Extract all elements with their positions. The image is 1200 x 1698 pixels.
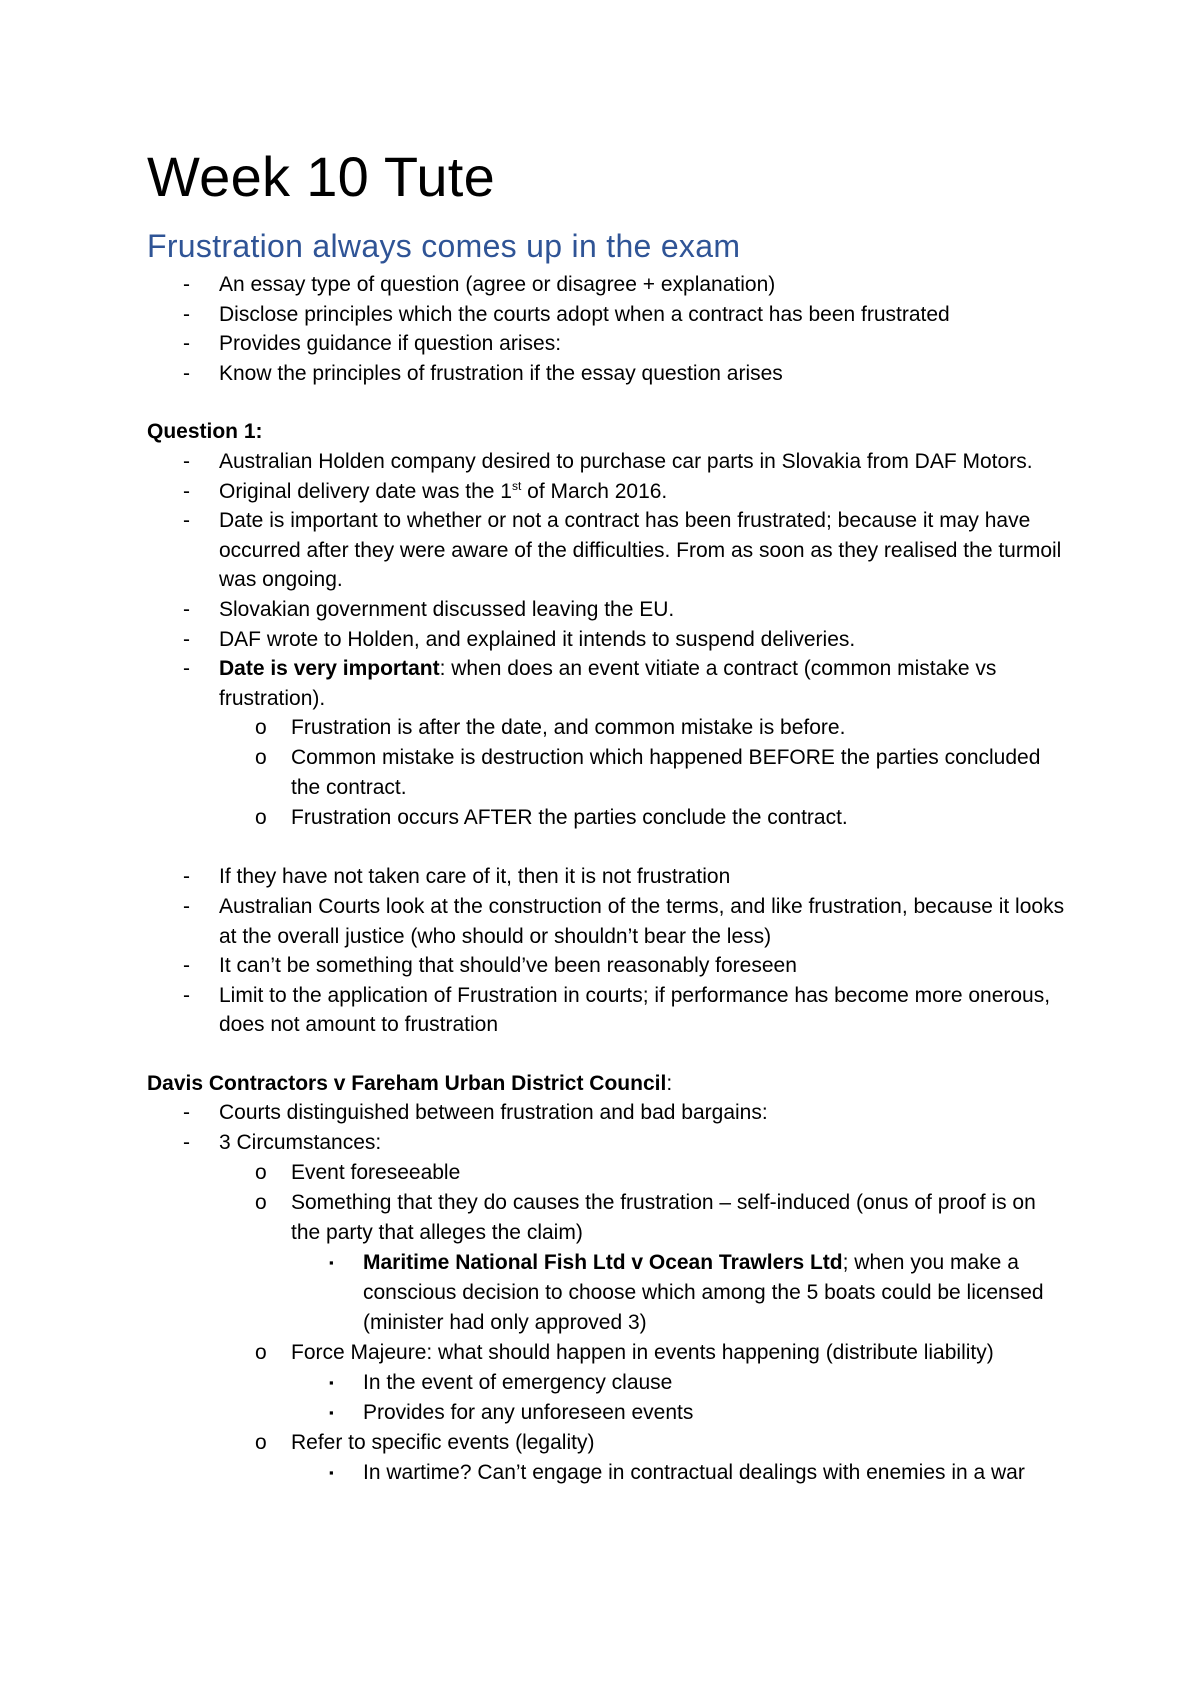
square-marker: ▪ (329, 1404, 334, 1420)
question-1-heading: Question 1: (147, 420, 263, 444)
dash-marker: - (183, 273, 190, 296)
list-item: o Refer to specific events (legality) ▪ In wartime? Can’t engage in contractual dealings with enemies in a war (219, 1428, 1067, 1488)
dash-marker: - (183, 983, 190, 1007)
circle-marker: o (255, 1430, 267, 1454)
davis-bullet-list (147, 1098, 1067, 1487)
list-item: - Provides guidance if question arises: (147, 329, 1067, 359)
page-title: Week 10 Tute (147, 145, 496, 208)
dash-marker: - (183, 302, 190, 326)
list-item: - DAF wrote to Holden, and explained it intends to suspend deliveries. (147, 625, 1067, 655)
dash-marker: - (183, 1131, 190, 1155)
spacer (147, 388, 1067, 417)
circle-marker: o (255, 806, 267, 830)
circle-marker: o (255, 1160, 267, 1184)
case-name: Maritime National Fish Ltd v Ocean Trawlers Ltd (363, 1250, 843, 1274)
spacer (147, 1040, 1067, 1069)
list-item: - If they have not taken care of it, then it is not frustration (147, 862, 1067, 892)
circle-marker: o (255, 1340, 267, 1364)
circle-marker: o (255, 716, 267, 740)
dash-marker: - (183, 509, 190, 533)
circle-marker: o (255, 746, 267, 770)
list-item: o Event foreseeable (219, 1158, 1067, 1188)
document-content (147, 142, 1067, 1488)
list-item: o Frustration occurs AFTER the parties conclude the contract. (219, 803, 1067, 833)
list-item: - Original delivery date was the 1st of March 2016. (147, 477, 1067, 507)
list-item: o Frustration is after the date, and common mistake is before. (219, 713, 1067, 743)
bold-emphasis: Date is very important (219, 657, 440, 681)
spacer (147, 833, 1067, 862)
dash-marker: - (183, 657, 190, 681)
list-item: - Australian Courts look at the construction of the terms, and like frustration, because it looks at the overall justice (who should or shouldn’t bear the less) (147, 892, 1067, 951)
list-item: - It can’t be something that should’ve been reasonably foreseen (147, 951, 1067, 981)
list-item: - Slovakian government discussed leaving the EU. (147, 595, 1067, 625)
dash-marker: - (183, 865, 190, 889)
list-item: - Date is important to whether or not a contract has been frustrated; because it may have occurred after they were aware of the difficulties. From as soon as they realised the turmoil was ongoing. (147, 506, 1067, 595)
list-item: ▪ Maritime National Fish Ltd v Ocean Trawlers Ltd; when you make a conscious decision to choose which among the 5 boats could be licensed (minister had only approved 3) (291, 1248, 1067, 1338)
dash-marker: - (183, 332, 190, 356)
list-item: o Force Majeure: what should happen in events happening (distribute liability) ▪ In the event of emergency clause ▪ Provides for any unforeseen events (219, 1338, 1067, 1428)
intro-bullet-list (147, 270, 1067, 388)
list-item: - Date is very important: when does an event vitiate a contract (common mistake vs frustration). o Frustration is after the date, and common mistake is before. o Common mistake is destruction which happened BEFORE the parties concluded the contract. o Frustration occurs AFTER the parties conclude the contract. (147, 654, 1067, 833)
question-1-more-bullets (147, 862, 1067, 1040)
dash-marker: - (183, 894, 190, 918)
list-item: - 3 Circumstances: o Event foreseeable o Something that they do causes the frustration – self-induced (onus of proof is on the party that alleges the claim) ▪ Maritime National Fish Ltd v Ocean Trawlers Ltd; when you make a conscious decision to choose which among the 5 boats could be licensed (minister had only approved 3) o Force Majeure: what should happen in events happening (distribute liability) ▪ In the event of emergency clause ▪ Provides for any unforeseen events o Refer to specific events (legality) ▪ In wartime? Can’t engage in contractual dealings with enemies in a war (147, 1128, 1067, 1488)
sub-sub-bullet-list (291, 1248, 1067, 1338)
square-marker: ▪ (329, 1254, 334, 1270)
square-marker: ▪ (329, 1464, 334, 1480)
list-item: - Limit to the application of Frustration in courts; if performance has become more onerous, does not amount to frustration (147, 981, 1067, 1040)
dash-marker: - (183, 627, 190, 651)
list-item: - Know the principles of frustration if the essay question arises (147, 359, 1067, 389)
list-item: ▪ In the event of emergency clause (291, 1368, 1067, 1398)
dash-marker: - (183, 954, 190, 978)
circle-marker: o (255, 1190, 267, 1214)
dash-marker: - (183, 1101, 190, 1125)
dash-marker: - (183, 597, 190, 621)
list-item: ▪ Provides for any unforeseen events (291, 1398, 1067, 1428)
list-item: - Australian Holden company desired to purchase car parts in Slovakia from DAF Motors. (147, 447, 1067, 477)
dash-marker: - (183, 479, 190, 503)
sub-sub-bullet-list (291, 1458, 1067, 1488)
list-item: - Courts distinguished between frustration and bad bargains: (147, 1098, 1067, 1128)
sub-bullet-list (219, 1158, 1067, 1488)
list-item: - Disclose principles which the courts adopt when a contract has been frustrated (147, 300, 1067, 330)
list-item: o Common mistake is destruction which happened BEFORE the parties concluded the contract. (219, 743, 1067, 803)
question-1-bullet-list (147, 447, 1067, 833)
dash-marker: - (183, 449, 190, 473)
list-item: - An essay type of question (agree or disagree + explanation) (147, 270, 1067, 300)
list-item: ▪ In wartime? Can’t engage in contractual dealings with enemies in a war (291, 1458, 1067, 1488)
sub-sub-bullet-list (291, 1368, 1067, 1428)
list-item: o Something that they do causes the frustration – self-induced (onus of proof is on the party that alleges the claim) ▪ Maritime National Fish Ltd v Ocean Trawlers Ltd; when you make a conscious decision to choose which among the 5 boats could be licensed (minister had only approved 3) (219, 1188, 1067, 1338)
davis-heading: Davis Contractors v Fareham Urban District Council: (147, 1071, 673, 1095)
square-marker: ▪ (329, 1374, 334, 1390)
section-heading: Frustration always comes up in the exam (147, 228, 741, 264)
sub-bullet-list (219, 713, 1067, 833)
dash-marker: - (183, 361, 190, 385)
